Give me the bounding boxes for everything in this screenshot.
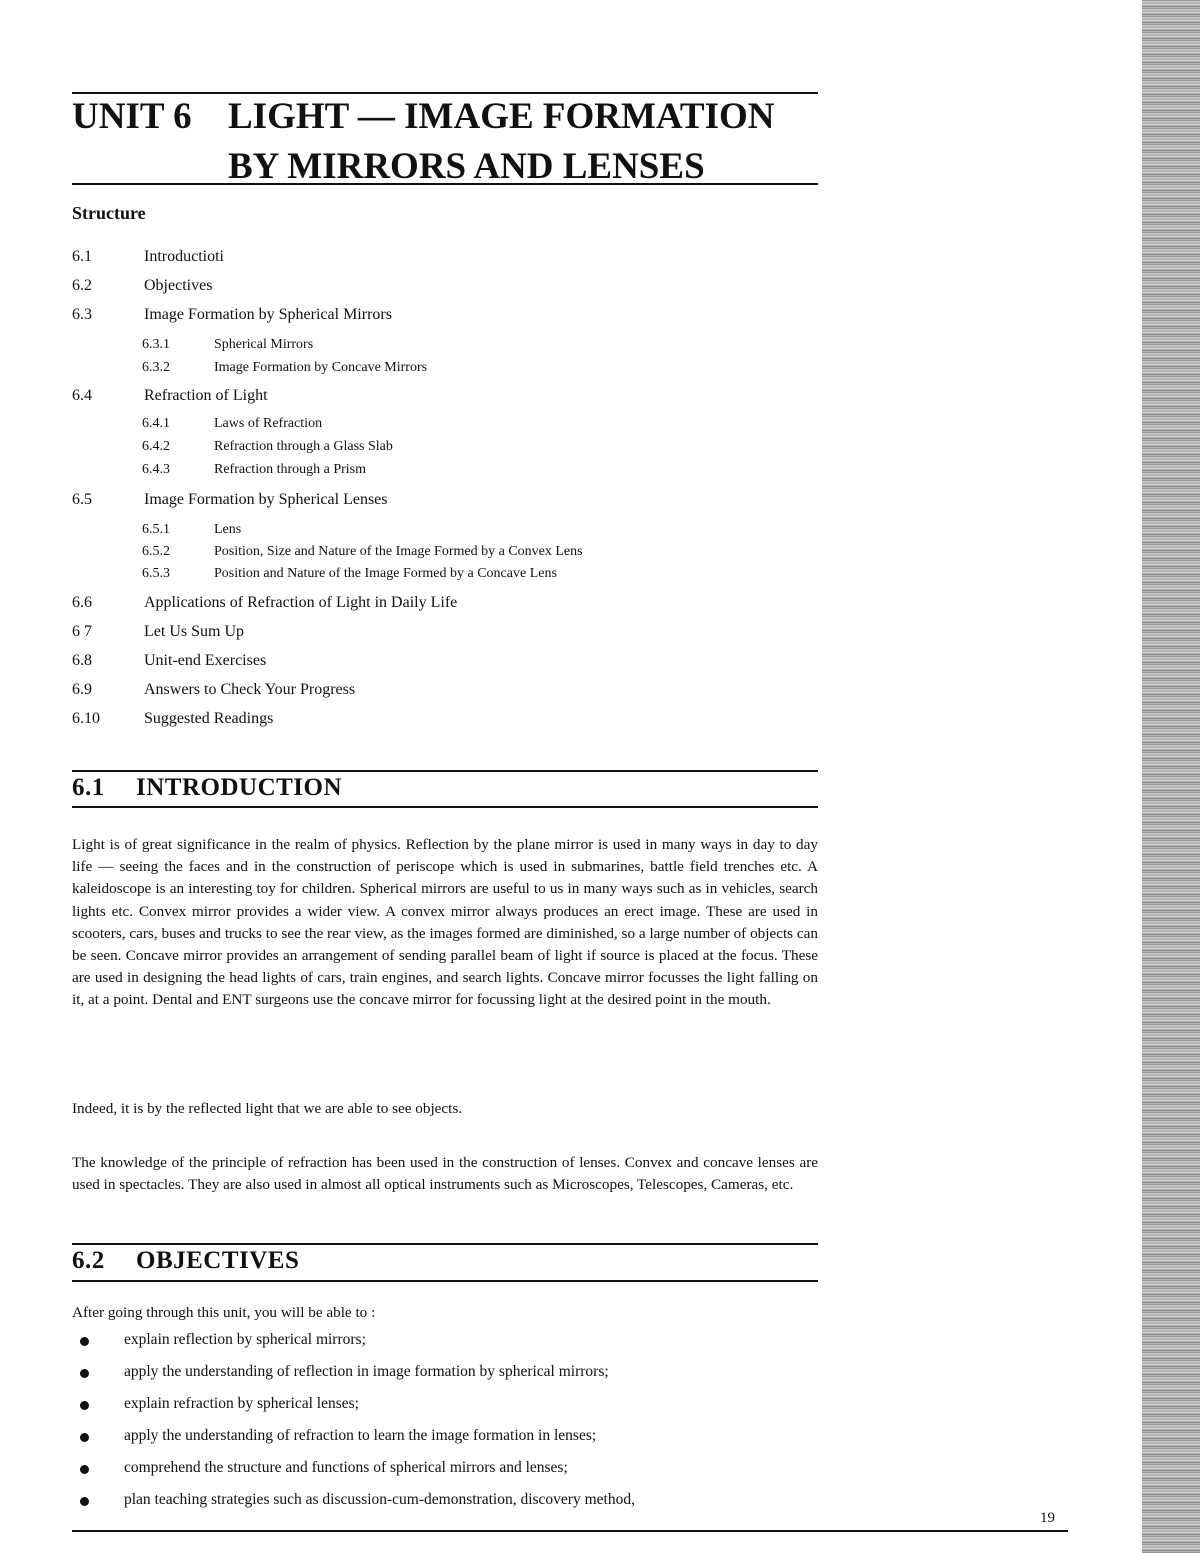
structure-label: Structure — [72, 203, 146, 223]
scanned-page-edge — [1142, 0, 1200, 1553]
unit-title — [72, 92, 832, 192]
objectives-intro: After going through this unit, you will be able to : — [72, 1304, 376, 1321]
introduction-paragraph-2: Indeed, it is by the reflected light that we are able to see objects. — [72, 1100, 463, 1117]
footer-rule — [72, 1530, 1068, 1532]
bullet-icon — [80, 1497, 89, 1506]
intro-bottom-rule — [72, 806, 818, 808]
unit-number: UNIT 6 — [72, 96, 192, 137]
unit-title-line1: LIGHT — IMAGE FORMATION — [228, 96, 775, 137]
bullet-icon — [80, 1433, 89, 1442]
page-number: 19 — [1040, 1510, 1055, 1526]
introduction-paragraph-1: Light is of great significance in the realm of physics. Reflection by the plane mirror is used in many ways in day to day life — seeing the faces and in the construction of periscope which is used in submarines, battle field trenches etc. A kaleidoscope is an interesting toy for children. Spherical mirrors are useful to us in many ways such as in vehicles, search lights etc. Convex mirror provides a wider view. A convex mirror always produces an erect image. These are used in scooters, cars, buses and trucks to see the rear view, as the images formed are diminished, so a large number of objects can be seen. Concave mirror provides an arrangement of sending parallel beam of light if source is placed at the focus. These are used in designing the head lights of cars, train engines, and search lights. Concave mirror focusses the light falling on it, at a point. Dental and ENT surgeons use the concave mirror for focussing light at the desired point in the mouth. — [72, 836, 818, 1009]
introduction-paragraph-3: The knowledge of the principle of refraction has been used in the construction of lenses. Convex and concave lenses are used in spectacles. They are also used in almost all optical instruments such as Microscopes, Telescopes, Cameras, etc. — [72, 1154, 818, 1194]
title-bottom-rule — [72, 183, 818, 185]
objectives-heading: 6.2 OBJECTIVES — [72, 1247, 300, 1274]
intro-top-rule — [72, 770, 818, 772]
bullet-icon — [80, 1369, 89, 1378]
introduction-heading: 6.1 INTRODUCTION — [72, 774, 343, 801]
objectives-bottom-rule — [72, 1280, 818, 1282]
objectives-top-rule — [72, 1243, 818, 1245]
document-page: UNIT 6 LIGHT — IMAGE FORMATION BY MIRRORS AND LENSES Structure 6.1 Introductioti 6.2 Objectives 6.3 Image Formation by Spherical Mirrors 6.3.1 Spherical Mirrors 6.3.2 Image Formation by Concave Mirrors 6.4 Refraction of Light 6.4.1 Laws of Refraction 6.4.2 Refraction through a Glass Slab 6.4.3 Refraction through a Prism 6.5 Image Formation by Spherical Lenses 6.5.1 Lens 6.5.2 Position, Size and Nature of the Image Formed by a Convex Lens 6.5.3 Position and Nature of the Image Formed by a Concave Lens 6.6 Applications of Refraction of Light in Daily Life 6 7 Let Us Sum Up 6.8 Unit-end Exercises 6.9 Answers to Check Your Progress 6.10 Suggested Readings 6.1 INTRODUCTION Light is of great significance in the realm of physics. Reflection by the plane mirror is used in many ways in day to day life — seeing the faces and in the construction of periscope which is used in submarines, battle field trenches etc. A kaleidoscope is an interesting toy for children. Spherical mirrors are useful to us in many ways such as in vehicles, search lights etc. Convex mirror provides a wider view. A convex mirror always produces an erect image. These are used in scooters, cars, buses and trucks to see the rear view, as the images formed are diminished, so a large number of objects can be seen. Concave mirror provides an arrangement of sending parallel beam of light if source is placed at the focus. These are used in designing the head lights of cars, train engines, and search lights. Concave mirror focusses the light falling on it, at a point. Dental and ENT surgeons use the concave mirror for focussing light at the desired point in the mouth. Indeed, it is by the reflected light that we are able to see objects. The knowledge of the principle of refraction has been used in the construction of lenses. Convex and concave lenses are used in spectacles. They are also used in almost all optical instruments such as Microscopes, Telescopes, Cameras, etc. 6.2 OBJECTIVES After going through this unit, you will be able to : explain reflection by spherical mirrors; apply the understanding of reflection in image formation by spherical mirrors; explain refraction by spherical lenses; apply the understanding of refraction to learn the image formation in lenses; comprehend the structure and functions of spherical mirrors and lenses; plan teaching strategies such as discussion-cum-demonstration, discovery method, 19 — [0, 0, 1200, 1553]
bullet-icon — [80, 1337, 89, 1346]
bullet-icon — [80, 1401, 89, 1410]
unit-title-line2: BY MIRRORS AND LENSES — [228, 146, 705, 187]
bullet-icon — [80, 1465, 89, 1474]
